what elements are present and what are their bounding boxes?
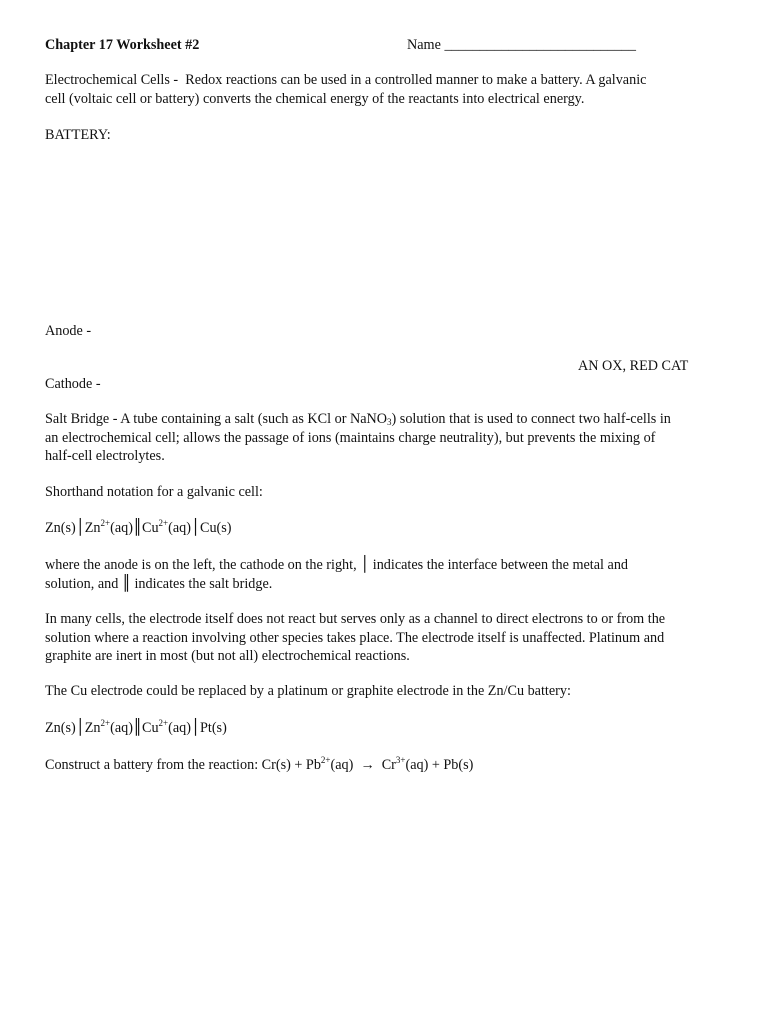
inert-line-3: graphite are inert in most (but not all) electrochemical reactions. <box>45 648 410 664</box>
cr-charge: 3+ <box>395 755 406 765</box>
pb-charge: 2+ <box>320 755 331 765</box>
interface-bar-icon: │ <box>75 718 85 736</box>
explanation-text-b: indicates the interface between the metal and <box>372 557 629 573</box>
salt-bridge-bar-icon: ║ <box>121 574 131 592</box>
explanation-line-1 <box>45 555 628 574</box>
aq-label: (aq) <box>330 757 354 773</box>
aq-label: (aq) <box>110 720 133 736</box>
explanation-line-2 <box>45 574 272 593</box>
zn-charge: 2+ <box>100 718 111 728</box>
cell-notation-1 <box>45 518 232 537</box>
pt-solid: Pt(s) <box>200 720 227 736</box>
interface-bar-icon: │ <box>190 718 200 736</box>
cell-notation-2 <box>45 718 227 737</box>
name-field <box>407 36 636 54</box>
shorthand-heading: Shorthand notation for a galvanic cell: <box>45 484 263 500</box>
intro-line-2: cell (voltaic cell or battery) converts the chemical energy of the reactants into electrical energy. <box>45 91 585 107</box>
intro-label: Electrochemical Cells - <box>45 72 179 88</box>
salt-bridge-line-3: half-cell electrolytes. <box>45 448 165 464</box>
construct-text: Construct a battery from the reaction: Cr(s) + Pb <box>45 757 321 773</box>
construct-battery-prompt <box>45 756 473 774</box>
zn-solid: Zn(s) <box>45 720 76 736</box>
cu-ion: Cu <box>141 520 159 536</box>
battery-label: BATTERY: <box>45 127 111 143</box>
worksheet-title: Chapter 17 Worksheet #2 <box>45 37 200 53</box>
zn-solid: Zn(s) <box>45 520 76 536</box>
zn-ion: Zn <box>84 720 101 736</box>
construct-products: (aq) + Pb(s) <box>405 757 474 773</box>
cu-charge: 2+ <box>158 518 169 528</box>
intro-text-1: Redox reactions can be used in a controlled manner to make a battery. A galvanic <box>185 72 647 88</box>
aq-label: (aq) <box>168 520 191 536</box>
cu-charge: 2+ <box>158 718 169 728</box>
inert-line-1: In many cells, the electrode itself does not react but serves only as a channel to direct electrons to or from the <box>45 611 666 627</box>
aq-label: (aq) <box>168 720 191 736</box>
salt-bridge-paragraph <box>45 410 725 466</box>
replace-electrode-text: The Cu electrode could be replaced by a platinum or graphite electrode in the Zn/Cu battery: <box>45 683 571 699</box>
mnemonic: AN OX, RED CAT <box>578 358 689 374</box>
interface-bar-icon: │ <box>75 518 85 536</box>
aq-label: (aq) <box>110 520 133 536</box>
name-blank: ___________________________ <box>444 37 636 53</box>
nitrate-subscript: 3 <box>387 417 392 427</box>
anode-label: Anode - <box>45 323 92 339</box>
intro-line-1 <box>45 71 646 89</box>
explanation-text-d: indicates the salt bridge. <box>134 576 273 592</box>
salt-bridge-text-b: ) solution that is used to connect two half-cells in <box>391 411 671 427</box>
name-label: Name <box>407 37 441 53</box>
cathode-label: Cathode - <box>45 376 101 392</box>
inert-line-2: solution where a reaction involving other species takes place. The electrode itself is unaffected. Platinum and <box>45 629 665 646</box>
cr-ion: Cr <box>381 757 396 773</box>
interface-bar-icon: │ <box>360 555 370 573</box>
reaction-arrow-icon: → <box>360 757 375 773</box>
interface-bar-icon: │ <box>190 518 200 536</box>
salt-bridge-line-1 <box>45 410 725 429</box>
cu-ion: Cu <box>141 720 159 736</box>
salt-bridge-text-a: Salt Bridge - A tube containing a salt (such as KCl or NaNO <box>45 411 388 427</box>
cu-solid: Cu(s) <box>200 520 232 536</box>
salt-bridge-bar-icon: ║ <box>132 518 142 536</box>
salt-bridge-bar-icon: ║ <box>132 718 142 736</box>
inert-electrode-paragraph <box>45 610 725 666</box>
zn-charge: 2+ <box>100 518 111 528</box>
explanation-text-a: where the anode is on the left, the cathode on the right, <box>45 557 357 573</box>
salt-bridge-line-2: an electrochemical cell; allows the passage of ions (maintains charge neutrality), but prevents the mixing of <box>45 429 656 446</box>
explanation-text-c: solution, and <box>45 576 119 592</box>
zn-ion: Zn <box>84 520 101 536</box>
